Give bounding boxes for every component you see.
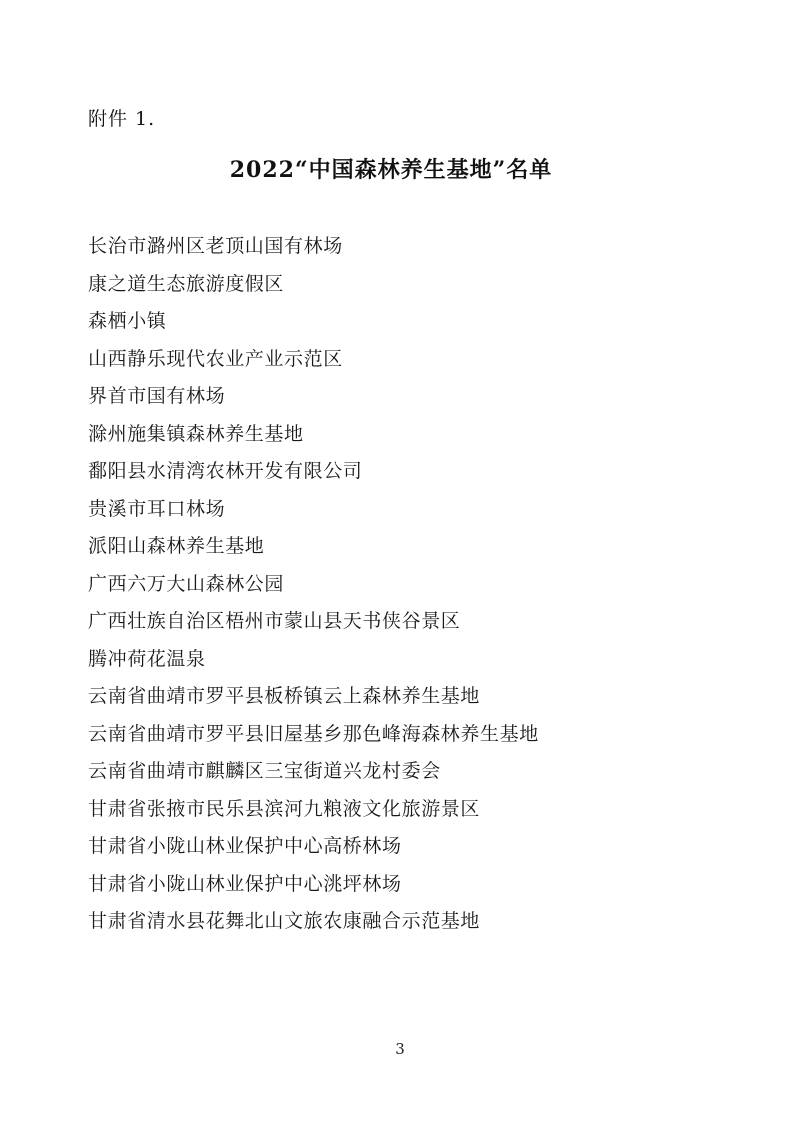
page-title: 2022“中国森林养生基地”名单	[229, 157, 553, 183]
list-item: 长治市潞州区老顶山国有林场	[88, 235, 343, 257]
list-item: 贵溪市耳口林场	[88, 497, 226, 520]
list-item: 山西静乐现代农业产业示范区	[88, 347, 343, 370]
list-item: 广西壮族自治区梧州市蒙山县天书侠谷景区	[88, 610, 461, 632]
list-item: 森栖小镇	[88, 310, 167, 332]
list-item: 云南省曲靖市罗平县板桥镇云上森林养生基地	[88, 685, 481, 707]
list-item: 界首市国有林场	[88, 385, 226, 407]
list-item: 腾冲荷花温泉	[88, 647, 206, 670]
list-item: 甘肃省张掖市民乐县滨河九粮液文化旅游景区	[88, 797, 481, 820]
list-item: 甘肃省小陇山林业保护中心高桥林场	[88, 835, 402, 857]
list-item: 派阳山森林养生基地	[88, 535, 265, 557]
document-content	[88, 0, 722, 957]
list-item: 康之道生态旅游度假区	[88, 272, 285, 295]
基地-list	[88, 228, 722, 941]
list-item: 滁州施集镇森林养生基地	[88, 422, 304, 445]
attachment-label: 附件 1.	[88, 108, 156, 130]
list-item: 甘肃省小陇山林业保护中心洮坪林场	[88, 872, 402, 895]
list-item: 鄱阳县水清湾农林开发有限公司	[88, 460, 363, 482]
list-item: 甘肃省清水县花舞北山文旅农康融合示范基地	[88, 910, 481, 932]
list-item: 广西六万大山森林公园	[88, 572, 285, 595]
list-item: 云南省曲靖市罗平县旧屋基乡那色峰海森林养生基地	[88, 722, 539, 745]
list-item: 云南省曲靖市麒麟区三宝街道兴龙村委会	[88, 760, 441, 782]
page-number: 3	[395, 1040, 405, 1058]
